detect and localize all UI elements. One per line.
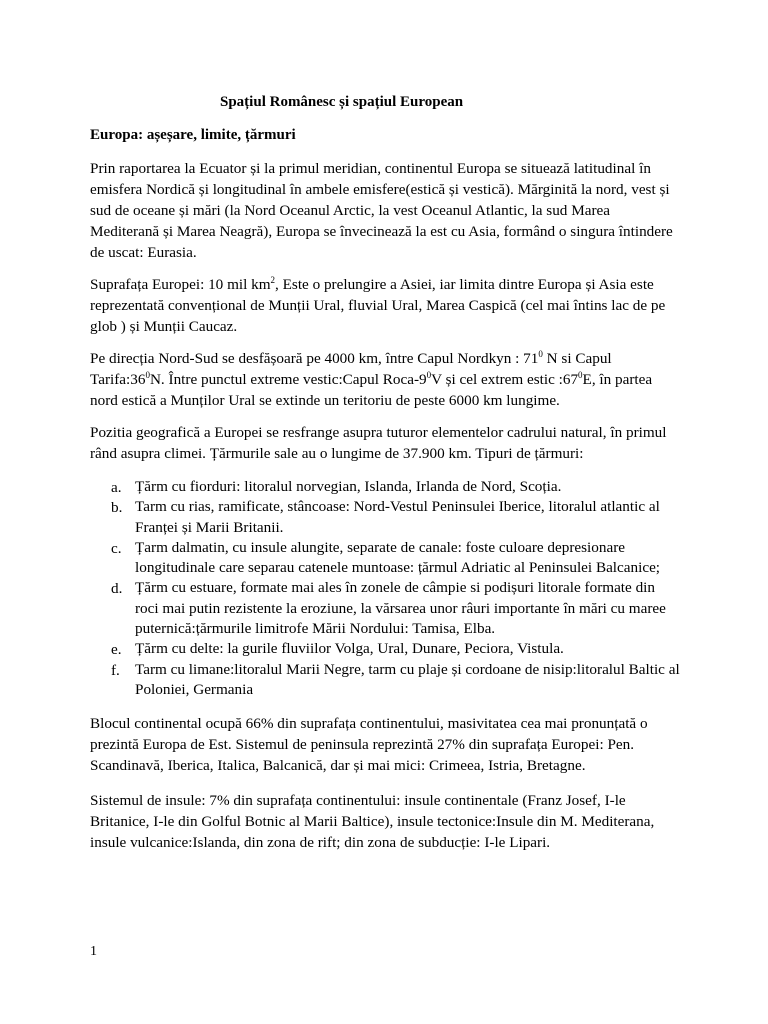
text-run: , Este o prelungire a Asiei, iar limita dintre Europa și Asia este: [275, 276, 654, 293]
list-item-line: roci mai putin rezistente la eroziune, la vărsarea unor râuri importante în mări cu maree: [135, 599, 666, 617]
list-item-line: Tarm cu rias, ramificate, stâncoase: Nord-Vestul Peninsulei Iberice, litoralul atlantic al: [135, 498, 660, 516]
paragraph-line: [90, 274, 682, 295]
list-item: [90, 538, 690, 579]
list-item-line: Țarm dalmatin, cu insule alungite, separate de canale: foste culoare depresionare: [135, 538, 625, 556]
paragraph-coasts-intro: [90, 422, 682, 464]
paragraph-line: Mediterană și Marea Neagră), Europa se învecinează la est cu Asia, formând o singura întindere: [90, 223, 673, 240]
list-item: [90, 477, 690, 497]
document-title: Spațiul Românesc și spațiul European: [220, 94, 464, 110]
superscript: 0: [578, 370, 583, 380]
list-marker: f.: [111, 661, 120, 679]
paragraph-line: insule vulcanice:Islanda, din zona de rift; din zona de subducție: I-le Lipari.: [90, 834, 551, 851]
text-run: E, în partea: [582, 371, 653, 388]
page-number: 1: [90, 944, 97, 959]
superscript: 0: [426, 370, 432, 380]
text-run: V și cel extrem estic :67: [431, 371, 579, 388]
superscript: 0: [538, 349, 543, 359]
paragraph-line: glob ) și Munții Caucaz.: [90, 318, 238, 335]
list-item-line: longitudinale care separau catenele muntoase: țărmul Adriatic al Peninsulei Balcanice;: [135, 559, 661, 577]
paragraph-line: [90, 369, 682, 390]
paragraph-line: rând asupra climei. Țărmurile sale au o lungime de 37.900 km. Tipuri de țărmuri:: [90, 445, 584, 462]
paragraph-line: Blocul continental ocupă 66% din suprafața continentului, masivitatea cea mai pronunțată o: [90, 715, 648, 732]
superscript: 2: [270, 275, 276, 285]
list-marker: d.: [111, 580, 123, 598]
list-item-line: Franței și Marii Britanii.: [135, 518, 284, 536]
text-run: Tarifa:36: [90, 371, 146, 388]
text-run: Pe direcția Nord-Sud se desfășoară pe 4000 km, între Capul Nordkyn : 71: [90, 350, 539, 367]
text-run: N si Capul: [542, 350, 612, 367]
paragraph-line: [90, 348, 682, 369]
section-heading: Europa: așeșare, limite, țărmuri: [90, 127, 296, 143]
list-item-line: Țărm cu estuare, formate mai ales în zonele de câmpie si podișuri litorale formate din: [135, 579, 655, 597]
list-marker: a.: [111, 479, 122, 496]
paragraph-surface: [90, 274, 682, 337]
list-marker: b.: [111, 499, 123, 517]
text-run: N. Între punctul extreme vestic:Capul Roca-9: [149, 371, 427, 388]
paragraph-line: Sistemul de insule: 7% din suprafața continentului: insule continentale (Franz Josef, I-le: [90, 792, 626, 809]
paragraph-line: prezintă Europa de Est. Sistemul de peninsula reprezintă 27% din suprafața Europei: Pen.: [90, 736, 635, 753]
list-item-line: Tarm cu limane:litoralul Marii Negre, tarm cu plaje și cordoane de nisip:litoralul Baltic al: [135, 660, 680, 678]
paragraph-line: de uscat: Eurasia.: [90, 244, 197, 261]
list-item: [90, 660, 690, 701]
paragraph-line: Scandinavă, Iberica, Italica, Balcanică, dar și mai mici: Crimeea, Istria, Bretagne.: [90, 757, 586, 774]
paragraph-line: sud de oceane și mări (la Nord Oceanul Arctic, la vest Oceanul Atlantic, la sud Marea: [90, 202, 610, 219]
list-item: [90, 639, 690, 659]
list-marker: e.: [111, 641, 122, 659]
paragraph-continental-block: [90, 713, 682, 776]
list-item: [90, 497, 690, 538]
list-item-line: Țărm cu delte: la gurile fluviilor Volga, Ural, Dunare, Peciora, Vistula.: [135, 640, 564, 658]
paragraph-line: nord estică a Munților Ural se extinde un teritoriu de peste 6000 km lungime.: [90, 392, 560, 409]
paragraph-line: emisfera Nordică și longitudinal în ambele emisfere(estică și vestică). Mărginită la nord, vest și: [90, 181, 670, 198]
paragraph-line: Britanice, I-le din Golful Botnic al Marii Baltice), insule tectonice:Insule din M. Mediterana,: [90, 813, 655, 830]
coast-types-list: [90, 477, 690, 700]
paragraph-line: Prin raportarea la Ecuator și la primul meridian, continentul Europa se situează latitudinal în: [90, 160, 651, 177]
list-item-line: puternică:țărmurile limitrofe Mării Nordului: Tamisa, Elba.: [135, 620, 496, 638]
list-item-line: Țărm cu fiorduri: litoralul norvegian, Islanda, Irlanda de Nord, Scoția.: [135, 478, 562, 495]
text-run: Suprafața Europei: 10 mil km: [90, 276, 271, 293]
paragraph-line: reprezentată convențional de Munții Ural, fluvial Ural, Marea Caspică (cel mai întins lac de pe: [90, 297, 666, 314]
paragraph-location: [90, 158, 682, 263]
paragraph-line: Pozitia geografică a Europei se resfrange asupra tuturor elementelor cadrului natural, în primul: [90, 424, 667, 441]
paragraph-extent: [90, 348, 682, 411]
paragraph-islands: [90, 790, 682, 853]
list-marker: c.: [111, 539, 122, 557]
list-item-line: Poloniei, Germania: [135, 680, 254, 698]
list-item: [90, 578, 690, 639]
superscript: 0: [145, 370, 150, 380]
